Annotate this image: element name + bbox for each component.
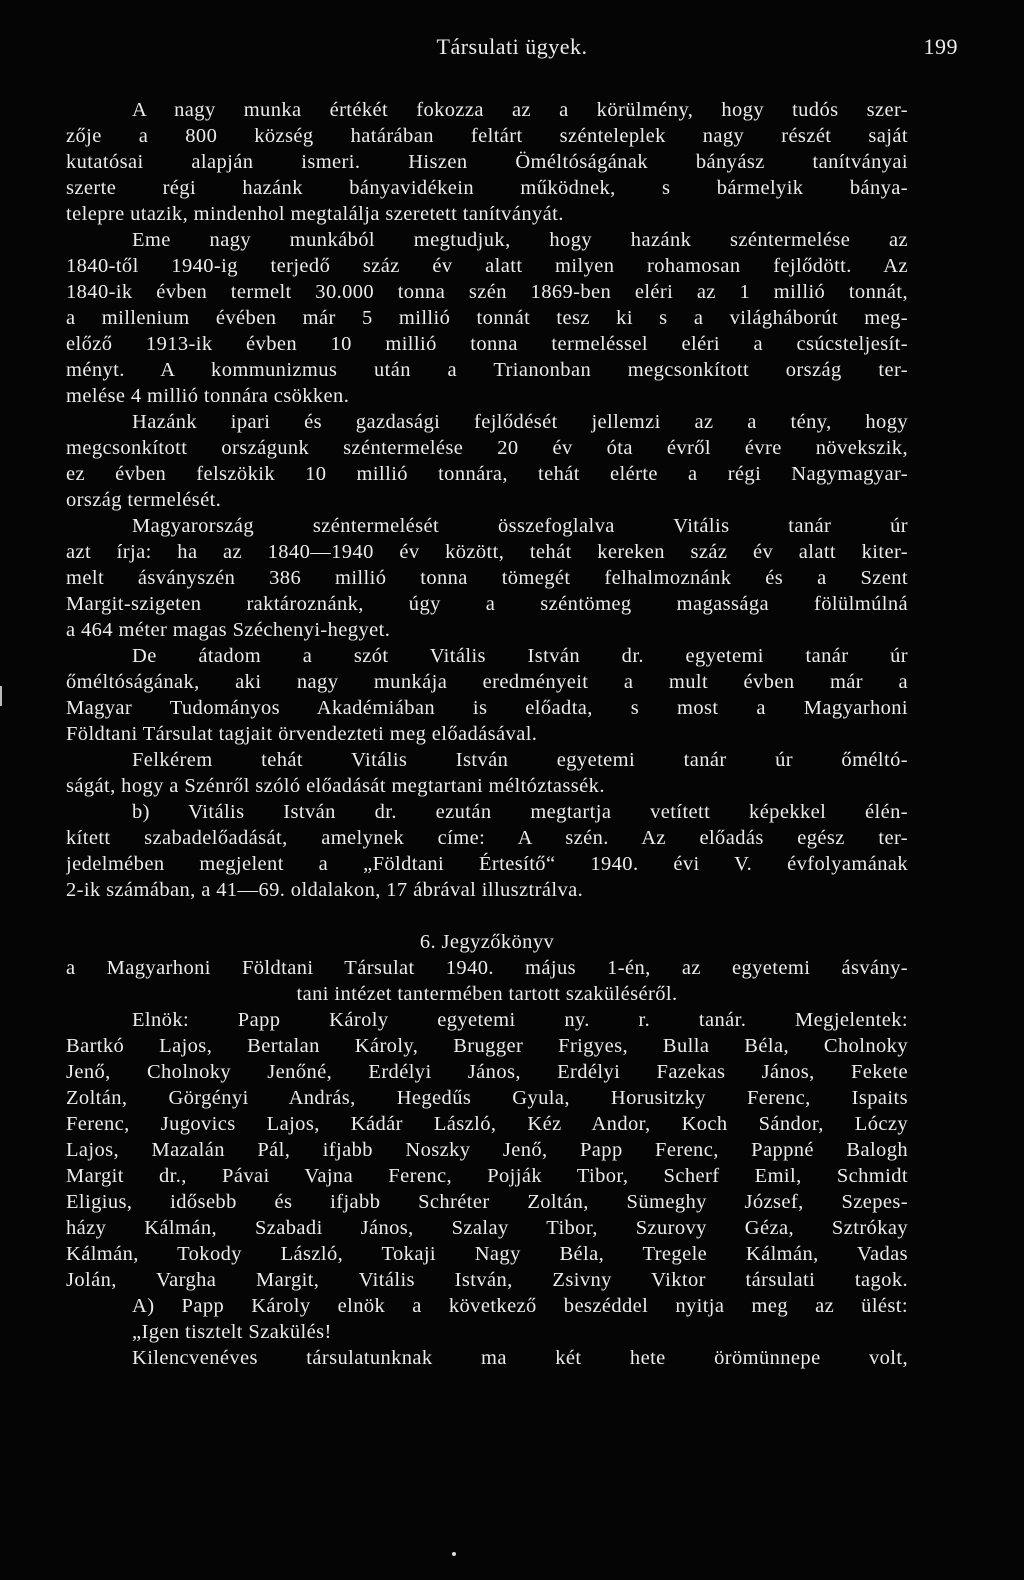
text-line: Hazánk ipari és gazdasági fejlődését jellemzi az a tény, hogy	[132, 411, 908, 433]
text-line: Eligius, idősebb és ifjabb Schréter Zoltán, Sümeghy József, Szepes-	[66, 1191, 908, 1213]
text-line: kített szabadelőadását, amelynek címe: A szén. Az előadás egész ter-	[66, 827, 908, 849]
ink-dot	[452, 1552, 456, 1556]
text-line: b) Vitális István dr. ezután megtartja vetített képekkel élén-	[132, 801, 908, 823]
text-line: 2-ik számában, a 41—69. oldalakon, 17 ábrával illusztrálva.	[66, 879, 584, 901]
text-line: a 464 méter magas Széchenyi-hegyet.	[66, 619, 391, 641]
text-line: előző 1913-ik évben 10 millió tonna termeléssel eléri a csúcsteljesít-	[66, 333, 908, 355]
text-line: 6. Jegyzőkönyv	[419, 931, 555, 953]
text-line: zője a 800 község határában feltárt szénteleplek nagy részét saját	[66, 125, 908, 147]
text-line: Kálmán, Tokody László, Tokaji Nagy Béla, Tregele Kálmán, Vadas	[66, 1243, 908, 1265]
text-line: melése 4 millió tonnára csökken.	[66, 385, 350, 407]
text-line: Zoltán, Görgényi András, Hegedűs Gyula, Horusitzky Ferenc, Ispaits	[66, 1087, 908, 1109]
text-line: szerte régi hazánk bányavidékein működnek, s bármelyik bánya-	[66, 177, 908, 199]
text-line: De átadom a szót Vitális István dr. egyetemi tanár úr	[132, 645, 908, 667]
text-line: Jolán, Vargha Margit, Vitális István, Zsivny Viktor társulati tagok.	[66, 1269, 908, 1291]
text-line: Magyar Tudományos Akadémiában is előadta, s most a Magyarhoni	[66, 697, 908, 719]
text-line: Jenő, Cholnoky Jenőné, Erdélyi János, Erdélyi Fazekas János, Fekete	[66, 1061, 908, 1083]
margin-mark	[0, 686, 2, 706]
text-line: Lajos, Mazalán Pál, ifjabb Noszky Jenő, Papp Ferenc, Pappné Balogh	[66, 1139, 908, 1161]
text-line: Magyarország széntermelését összefoglalva Vitális tanár úr	[132, 515, 908, 537]
text-line: házy Kálmán, Szabadi János, Szalay Tibor, Szurovy Géza, Sztrókay	[66, 1217, 908, 1239]
text-line: Eme nagy munkából megtudjuk, hogy hazánk széntermelése az	[132, 229, 908, 251]
body-text	[66, 97, 908, 1371]
page-header	[66, 34, 958, 64]
text-line: a millenium évében már 5 millió tonnát tesz ki s a világháborút meg-	[66, 307, 908, 329]
text-line: Elnök: Papp Károly egyetemi ny. r. tanár. Megjelentek:	[132, 1009, 908, 1031]
text-line: Felkérem tehát Vitális István egyetemi tanár úr őméltó-	[132, 749, 908, 771]
text-line: telepre utazik, mindenhol megtalálja szeretett tanítványát.	[66, 203, 564, 225]
text-line: Margit-szigeten raktároznánk, úgy a széntömeg magassága fölülmúlná	[66, 593, 908, 615]
text-line: tani intézet tantermében tartott szaküléséről.	[296, 983, 678, 1005]
text-line: Bartkó Lajos, Bertalan Károly, Brugger Frigyes, Bulla Béla, Cholnoky	[66, 1035, 908, 1057]
text-line: Ferenc, Jugovics Lajos, Kádár László, Kéz Andor, Koch Sándor, Lóczy	[66, 1113, 908, 1135]
text-line: ságát, hogy a Szénről szóló előadását megtartani méltóztassék.	[66, 775, 605, 797]
text-line: a Magyarhoni Földtani Társulat 1940. május 1-én, az egyetemi ásvány-	[66, 957, 908, 979]
text-line: Margit dr., Pávai Vajna Ferenc, Pojják Tibor, Scherf Emil, Schmidt	[66, 1165, 908, 1187]
text-line: jedelmében megjelent a „Földtani Értesítő“ 1940. évi V. évfolyamának	[66, 853, 908, 875]
text-line: Földtani Társulat tagjait örvendezteti meg előadásával.	[66, 723, 538, 745]
text-line: 1840-től 1940-ig terjedő száz év alatt milyen rohamosan fejlődött. Az	[66, 255, 908, 277]
text-line: 1840-ik évben termelt 30.000 tonna szén 1869-ben eléri az 1 millió tonnát,	[66, 281, 908, 303]
text-line: ez évben felszökik 10 millió tonnára, tehát elérte a régi Nagymagyar-	[66, 463, 908, 485]
text-line: A nagy munka értékét fokozza az a körülmény, hogy tudós szer-	[132, 99, 908, 121]
text-line: ország termelését.	[66, 489, 222, 511]
text-line: Kilencvenéves társulatunknak ma két hete örömünnepe volt,	[132, 1347, 908, 1369]
blank-line	[66, 903, 908, 929]
text-line: melt ásványszén 386 millió tonna tömegét felhalmoznánk és a Szent	[66, 567, 908, 589]
text-line: „Igen tisztelt Szakülés!	[132, 1321, 332, 1343]
running-title: Társulati ügyek.	[436, 34, 588, 59]
text-line: ményt. A kommunizmus után a Trianonban megcsonkított ország ter-	[66, 359, 908, 381]
text-line: kutatósai alapján ismeri. Hiszen Öméltóságának bányász tanítványai	[66, 151, 908, 173]
text-line: A) Papp Károly elnök a következő beszéddel nyitja meg az ülést:	[132, 1295, 908, 1317]
text-line: őméltóságának, aki nagy munkája eredményeit a mult évben már a	[66, 671, 908, 693]
page-number: 199	[923, 34, 958, 59]
text-line: azt írja: ha az 1840—1940 év között, tehát kereken száz év alatt kiter-	[66, 541, 908, 563]
text-line: megcsonkított országunk széntermelése 20 év óta évről évre növekszik,	[66, 437, 908, 459]
